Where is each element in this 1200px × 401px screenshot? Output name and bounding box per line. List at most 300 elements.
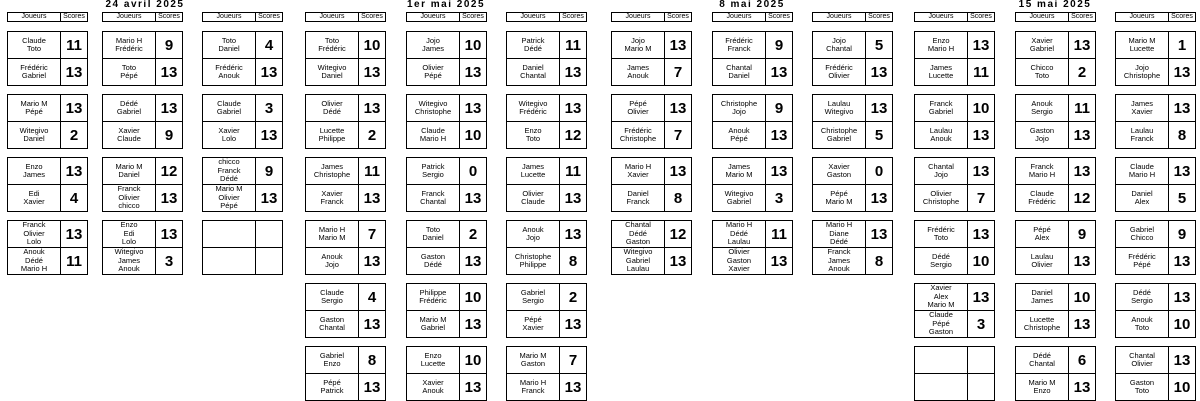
- team-score: 9: [1077, 225, 1087, 243]
- player-name: Frédéric: [825, 62, 853, 72]
- player-name: Franck: [1030, 161, 1054, 171]
- player-name: Gabriel: [216, 107, 242, 116]
- team-row: [306, 59, 385, 85]
- player-name: James: [421, 44, 445, 53]
- player-name: Claude: [929, 310, 953, 320]
- team-row: [612, 59, 691, 85]
- team-players: [407, 32, 460, 58]
- player-name: Claude: [217, 98, 241, 108]
- team-score: 2: [468, 225, 478, 243]
- scores-header: Scores: [462, 13, 484, 20]
- player-name: Enzo: [323, 359, 341, 368]
- team-row: [1116, 32, 1195, 59]
- column-header: [102, 12, 183, 22]
- team-players: [203, 32, 256, 58]
- player-name: Christophe: [1023, 323, 1061, 332]
- player-name: Olivier: [728, 247, 750, 257]
- player-name: Christophe: [514, 251, 552, 261]
- team-players: [1016, 122, 1069, 148]
- player-name: Dédé: [424, 260, 442, 269]
- player-name: Lucette: [520, 170, 546, 179]
- team-players: [915, 248, 968, 274]
- team-players: [915, 284, 968, 310]
- team-row: [612, 32, 691, 59]
- team-score: 11: [565, 162, 581, 180]
- match-box: [406, 31, 487, 86]
- player-name: Gaston: [420, 251, 446, 261]
- match-box: [202, 94, 283, 149]
- team-score: [968, 347, 994, 373]
- player-name: Lucette: [1129, 44, 1155, 53]
- team-players: [1116, 248, 1169, 274]
- team-players: [612, 248, 665, 274]
- player-name: chicco: [218, 157, 240, 167]
- player-name: Dédé: [830, 237, 848, 247]
- player-name: Claude: [1030, 188, 1054, 198]
- team-score: 8: [1177, 126, 1187, 144]
- player-name: Olivier: [422, 62, 444, 72]
- team-row: [813, 248, 892, 274]
- team-players: [713, 32, 766, 58]
- team-players: [713, 59, 766, 85]
- team-score: 13: [1173, 162, 1191, 180]
- player-name: Franck: [22, 220, 46, 230]
- match-box: [611, 94, 692, 149]
- team-row: [915, 185, 994, 211]
- team-players: [612, 185, 665, 211]
- team-row: [507, 248, 586, 274]
- team-players: [103, 158, 156, 184]
- team-score: 13: [1173, 288, 1191, 306]
- player-name: Laulau: [827, 98, 851, 108]
- team-row: [713, 95, 792, 122]
- player-name: Daniel: [422, 233, 444, 242]
- team-score: 13: [464, 315, 482, 333]
- player-name: Mario M: [215, 184, 243, 194]
- team-players: [1116, 311, 1169, 337]
- team-players: [103, 221, 156, 247]
- player-name: Frédéric: [519, 107, 547, 116]
- team-score: 2: [568, 288, 578, 306]
- player-name: Olivier: [218, 192, 240, 202]
- match-box: [102, 157, 183, 212]
- team-score: 13: [669, 99, 687, 117]
- team-players: [203, 95, 256, 121]
- match-box: [506, 31, 587, 86]
- team-score: 13: [870, 63, 888, 81]
- team-players: [1116, 185, 1169, 211]
- team-score: 4: [264, 36, 274, 54]
- team-score: 10: [1173, 378, 1191, 396]
- player-name: James: [727, 161, 751, 171]
- team-row: [203, 95, 282, 122]
- team-score: 3: [774, 189, 784, 207]
- player-name: Mario H: [318, 224, 346, 234]
- team-row: [407, 185, 486, 211]
- team-players: [103, 59, 156, 85]
- player-name: Daniel: [23, 134, 45, 143]
- team-score: 13: [1073, 126, 1091, 144]
- player-name: Daniel: [1131, 188, 1153, 198]
- player-name: Xavier: [522, 323, 544, 332]
- team-row: [612, 158, 691, 185]
- team-players: [407, 185, 460, 211]
- match-box: [102, 220, 183, 275]
- team-players: [306, 158, 359, 184]
- player-name: Mario M: [419, 314, 447, 324]
- player-name: Daniel: [627, 188, 649, 198]
- team-players: [1016, 311, 1069, 337]
- team-players: [915, 158, 968, 184]
- team-score: 11: [66, 36, 82, 54]
- team-row: [915, 284, 994, 311]
- team-row: [407, 248, 486, 274]
- player-name: Frédéric: [419, 296, 447, 305]
- team-players: [612, 122, 665, 148]
- player-name: Enzo: [1033, 386, 1051, 395]
- team-row: [507, 32, 586, 59]
- player-name: Xavier: [321, 188, 343, 198]
- team-players: [1116, 374, 1169, 400]
- team-players: [1116, 122, 1169, 148]
- team-row: [1116, 185, 1195, 211]
- players-header: Joueurs: [1016, 13, 1069, 21]
- player-name: Olivier: [828, 71, 850, 80]
- player-name: chicco: [118, 201, 140, 211]
- team-score: 13: [1073, 36, 1091, 54]
- team-score: 13: [669, 36, 687, 54]
- team-score: 13: [669, 252, 687, 270]
- team-row: [1016, 32, 1095, 59]
- player-name: Jojo: [1135, 62, 1149, 72]
- team-row: [103, 221, 182, 248]
- team-score: 13: [65, 225, 83, 243]
- team-row: [1116, 347, 1195, 374]
- team-score: 9: [1177, 225, 1187, 243]
- player-name: Edi: [28, 188, 40, 198]
- team-players: [915, 95, 968, 121]
- match-box: [914, 31, 995, 86]
- player-name: Dédé: [932, 251, 950, 261]
- team-row: [915, 122, 994, 148]
- team-players: [103, 95, 156, 121]
- player-name: Anouk: [422, 386, 444, 395]
- team-row: [713, 122, 792, 148]
- team-row: [915, 311, 994, 337]
- team-row: [203, 248, 282, 274]
- team-row: [407, 221, 486, 248]
- team-score: 13: [160, 99, 178, 117]
- player-name: Gaston: [625, 237, 651, 247]
- team-score: 8: [673, 189, 683, 207]
- team-row: [813, 95, 892, 122]
- player-name: Philippe: [318, 134, 346, 143]
- team-row: [915, 374, 994, 400]
- team-row: [1116, 248, 1195, 274]
- team-score: 13: [464, 189, 482, 207]
- team-row: [103, 59, 182, 85]
- team-players: [1016, 95, 1069, 121]
- player-name: Franck: [1130, 134, 1154, 143]
- scores-header: Scores: [768, 13, 790, 20]
- match-box: [7, 31, 88, 86]
- team-players: [103, 185, 156, 211]
- team-row: [8, 32, 87, 59]
- team-players: [507, 284, 560, 310]
- scores-header: Scores: [1171, 13, 1193, 20]
- team-row: [407, 311, 486, 337]
- players-header: Joueurs: [507, 13, 560, 21]
- team-row: [507, 185, 586, 211]
- player-name: Frédéric: [725, 35, 753, 45]
- team-row: [915, 95, 994, 122]
- team-row: [203, 59, 282, 85]
- team-players: [306, 374, 359, 400]
- team-row: [713, 248, 792, 274]
- scores-header: Scores: [361, 13, 383, 20]
- column-header: [506, 12, 587, 22]
- team-score: 8: [367, 351, 377, 369]
- player-name: Christophe: [619, 134, 657, 143]
- match-box: [611, 31, 692, 86]
- player-name: Anouk: [218, 71, 240, 80]
- player-name: James: [521, 161, 545, 171]
- team-row: [306, 347, 385, 374]
- player-name: Olivier: [118, 192, 140, 202]
- team-score: [968, 374, 994, 400]
- team-score: 13: [564, 378, 582, 396]
- team-players: [8, 248, 61, 274]
- player-name: Pépé: [424, 71, 442, 80]
- team-players: [507, 248, 560, 274]
- match-box: [712, 31, 793, 86]
- team-score: 10: [1173, 315, 1191, 333]
- team-score: 12: [160, 162, 178, 180]
- team-row: [306, 122, 385, 148]
- team-score: 13: [564, 225, 582, 243]
- player-name: Edi: [123, 228, 135, 238]
- match-box: [406, 346, 487, 401]
- team-players: [306, 221, 359, 247]
- player-name: Olivier: [23, 228, 45, 238]
- team-score: 11: [565, 36, 581, 54]
- player-name: Christophe: [1123, 71, 1161, 80]
- team-row: [813, 122, 892, 148]
- player-name: Anouk: [23, 247, 45, 257]
- player-name: Xavier: [23, 197, 45, 206]
- team-score: 7: [673, 63, 683, 81]
- player-name: Dédé: [730, 228, 748, 238]
- player-name: Gabriel: [726, 197, 752, 206]
- player-name: Mario H: [20, 264, 48, 274]
- session-date: 15 mai 2025: [1018, 0, 1092, 10]
- team-score: 3: [976, 315, 986, 333]
- team-row: [915, 347, 994, 374]
- team-score: [256, 248, 282, 274]
- team-players: [8, 221, 61, 247]
- player-name: Mario H: [624, 161, 652, 171]
- team-players: [1116, 95, 1169, 121]
- match-box: [1015, 157, 1096, 212]
- match-box: [712, 94, 793, 149]
- player-name: Chantal: [726, 62, 752, 72]
- team-players: [306, 284, 359, 310]
- team-row: [1016, 347, 1095, 374]
- team-row: [612, 221, 691, 248]
- player-name: Sergio: [422, 170, 444, 179]
- team-score: 7: [976, 189, 986, 207]
- team-row: [507, 347, 586, 374]
- player-name: Dédé: [1033, 350, 1051, 360]
- team-row: [612, 122, 691, 148]
- team-row: [507, 221, 586, 248]
- match-box: [305, 157, 386, 212]
- player-name: Sergio: [930, 260, 952, 269]
- team-row: [1016, 185, 1095, 211]
- team-players: [306, 185, 359, 211]
- team-players: [407, 374, 460, 400]
- scores-header: Scores: [63, 13, 85, 20]
- team-row: [1116, 221, 1195, 248]
- team-score: 13: [160, 63, 178, 81]
- team-score: 9: [164, 36, 174, 54]
- team-score: 13: [870, 225, 888, 243]
- team-players: [306, 95, 359, 121]
- team-players: [813, 185, 866, 211]
- column-header: [812, 12, 893, 22]
- player-name: Franck: [929, 98, 953, 108]
- player-name: Gaston: [826, 170, 852, 179]
- team-row: [1116, 95, 1195, 122]
- team-score: 13: [564, 99, 582, 117]
- player-name: Xavier: [422, 377, 444, 387]
- player-name: Gaston: [319, 314, 345, 324]
- team-players: [203, 158, 256, 184]
- team-players: [507, 374, 560, 400]
- match-box: [305, 220, 386, 275]
- team-players: [103, 32, 156, 58]
- player-name: Pépé: [1033, 224, 1051, 234]
- team-score: 13: [160, 189, 178, 207]
- team-score: 13: [770, 63, 788, 81]
- match-box: [914, 283, 995, 338]
- match-box: [914, 94, 995, 149]
- team-players: [1016, 59, 1069, 85]
- team-players: [813, 122, 866, 148]
- match-box: [406, 220, 487, 275]
- team-players: [1016, 32, 1069, 58]
- team-score: 13: [160, 225, 178, 243]
- player-name: James: [1130, 98, 1154, 108]
- player-name: Gabriel: [21, 71, 47, 80]
- column-header: [611, 12, 692, 22]
- player-name: Frédéric: [624, 125, 652, 135]
- team-score: 11: [364, 162, 380, 180]
- player-name: Sergio: [1131, 296, 1153, 305]
- team-score: 4: [69, 189, 79, 207]
- team-players: [1116, 347, 1169, 373]
- player-name: Mario H: [519, 377, 547, 387]
- team-score: 13: [1073, 162, 1091, 180]
- team-score: 13: [65, 63, 83, 81]
- team-score: 5: [874, 126, 884, 144]
- team-score: 12: [669, 225, 687, 243]
- player-name: Lucette: [1029, 314, 1055, 324]
- team-row: [713, 221, 792, 248]
- team-players: [915, 32, 968, 58]
- team-row: [813, 158, 892, 185]
- team-row: [1016, 374, 1095, 400]
- team-players: [713, 248, 766, 274]
- match-box: [611, 157, 692, 212]
- scores-header: Scores: [562, 13, 584, 20]
- team-row: [1016, 311, 1095, 337]
- team-row: [1016, 284, 1095, 311]
- player-name: Christophe: [922, 197, 960, 206]
- team-players: [507, 95, 560, 121]
- team-players: [713, 122, 766, 148]
- scores-header: Scores: [258, 13, 280, 20]
- player-name: Mario H: [419, 134, 447, 143]
- team-row: [612, 95, 691, 122]
- team-score: 13: [65, 99, 83, 117]
- players-header: Joueurs: [203, 13, 256, 21]
- team-players: [713, 221, 766, 247]
- player-name: Toto: [221, 35, 237, 45]
- team-players: [8, 122, 61, 148]
- team-row: [8, 59, 87, 85]
- scores-header: Scores: [158, 13, 180, 20]
- scores-header: Scores: [970, 13, 992, 20]
- team-row: [407, 122, 486, 148]
- team-row: [1116, 311, 1195, 337]
- player-name: Sergio: [321, 296, 343, 305]
- player-name: Laulau: [1030, 251, 1054, 261]
- team-row: [103, 95, 182, 122]
- team-players: [507, 311, 560, 337]
- match-box: [202, 31, 283, 86]
- column-header: [712, 12, 793, 22]
- player-name: Olivier: [1131, 359, 1153, 368]
- match-box: [305, 94, 386, 149]
- team-row: [1116, 158, 1195, 185]
- team-score: 11: [66, 252, 82, 270]
- team-players: [612, 221, 665, 247]
- player-name: Lolo: [26, 237, 42, 247]
- team-players: [103, 122, 156, 148]
- player-name: Mario M: [725, 170, 753, 179]
- player-name: Mario M: [20, 98, 48, 108]
- team-score: 13: [363, 63, 381, 81]
- player-name: Frédéric: [1028, 197, 1056, 206]
- player-name: Frédéric: [1128, 251, 1156, 261]
- column-header: [914, 12, 995, 22]
- team-row: [915, 221, 994, 248]
- team-players: [612, 95, 665, 121]
- player-name: Anouk: [728, 125, 750, 135]
- player-name: Toto: [26, 44, 42, 53]
- team-players: [8, 32, 61, 58]
- team-score: 9: [164, 126, 174, 144]
- player-name: Chantal: [520, 71, 546, 80]
- player-name: Daniel: [118, 170, 140, 179]
- team-players: [1116, 284, 1169, 310]
- match-box: [1115, 94, 1196, 149]
- player-name: Claude: [320, 287, 344, 297]
- team-score: 13: [260, 189, 278, 207]
- player-name: Jojo: [325, 260, 339, 269]
- team-score: 3: [164, 252, 174, 270]
